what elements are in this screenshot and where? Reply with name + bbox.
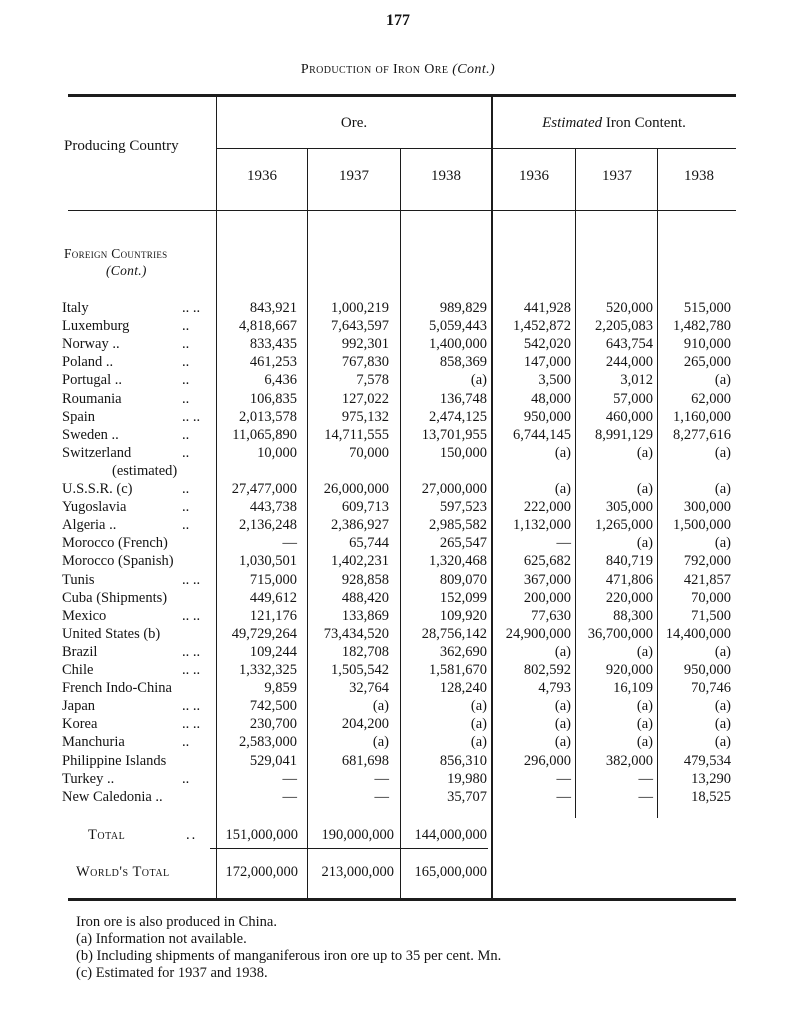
table-cell: 989,829 — [439, 300, 487, 316]
table-title-cont: (Cont.) — [452, 62, 496, 77]
table-cell: 520,000 — [605, 300, 653, 316]
table-cell: 6,436 — [264, 372, 297, 389]
table-cell: 109,244 — [249, 643, 297, 660]
country-name: Norway .. — [62, 336, 120, 353]
country-name: Switzerland — [62, 444, 132, 461]
leader-dots: .. — [182, 481, 190, 497]
table-cell: 2,386,927 — [331, 517, 389, 534]
table-cell: 220,000 — [605, 589, 653, 606]
table-row — [0, 409, 796, 426]
table-cell: 767,830 — [341, 354, 389, 371]
table-cell: 2,583,000 — [239, 734, 297, 751]
country-name: Morocco (Spanish) — [62, 553, 174, 570]
rule-top — [68, 94, 736, 97]
table-cell: 7,578 — [356, 372, 389, 389]
table-cell: 449,612 — [249, 589, 297, 606]
section-heading — [64, 245, 167, 279]
table-cell: 597,523 — [439, 499, 487, 516]
footnotes — [76, 914, 501, 982]
table-cell: 18,525 — [691, 788, 731, 805]
table-cell: (a) — [636, 535, 653, 552]
table-cell: 1,320,468 — [429, 553, 487, 570]
table-cell: 928,858 — [341, 571, 389, 588]
table-row — [0, 481, 796, 498]
table-cell: — — [638, 788, 653, 805]
table-cell: 19,980 — [447, 770, 487, 787]
table-cell: 2,474,125 — [429, 408, 487, 425]
country-name: Tunis — [62, 571, 95, 588]
table-cell: 742,500 — [249, 698, 297, 715]
leader-dots: .. .. — [182, 716, 201, 733]
country-name: U.S.S.R. (c) — [62, 481, 133, 497]
table-cell: 950,000 — [683, 662, 731, 678]
table-cell: (a) — [636, 444, 653, 461]
leader-dots: .. .. — [182, 698, 201, 715]
leader-dots: .. — [182, 372, 190, 389]
table-cell: 13,701,955 — [421, 426, 487, 443]
leader-dots: .. — [182, 734, 190, 751]
table-cell: 8,277,616 — [673, 426, 731, 443]
table-cell: 1,000,219 — [331, 300, 389, 316]
table-cell: 70,000 — [349, 444, 389, 461]
table-cell: 858,369 — [439, 354, 487, 371]
header-producing-country: Producing Country — [64, 138, 179, 154]
year-header: 1938 — [684, 168, 714, 184]
total-1937: 190,000,000 — [321, 827, 394, 843]
table-row — [0, 626, 796, 643]
country-name: Cuba (Shipments) — [62, 589, 168, 606]
table-cell: 300,000 — [683, 499, 731, 516]
rule-header-bottom — [68, 210, 736, 211]
world-total-1938: 165,000,000 — [414, 864, 487, 880]
country-name: Italy — [62, 300, 89, 316]
table-cell: 27,477,000 — [231, 481, 297, 497]
table-cell: 265,000 — [683, 354, 731, 371]
total-row — [0, 825, 796, 845]
table-cell: 128,240 — [439, 680, 487, 697]
country-name: Morocco (French) — [62, 535, 168, 552]
table-cell: 4,793 — [538, 680, 571, 697]
table-row — [0, 354, 796, 371]
table-cell: 542,020 — [523, 336, 571, 353]
leader-dots: .. — [182, 499, 190, 516]
table-cell: 136,748 — [439, 390, 487, 407]
table-cell: 461,253 — [249, 354, 297, 371]
table-cell: 1,265,000 — [595, 517, 653, 534]
table-cell: 10,000 — [257, 444, 297, 461]
table-row — [0, 372, 796, 389]
table-cell: 802,592 — [523, 662, 571, 678]
table-cell: 296,000 — [523, 752, 571, 769]
world-total-1936: 172,000,000 — [225, 864, 298, 880]
table-cell: 843,921 — [249, 300, 297, 316]
table-cell: (a) — [470, 372, 487, 389]
country-name: Luxemburg — [62, 318, 130, 335]
table-cell: 24,900,000 — [505, 625, 571, 642]
table-cell: (a) — [714, 444, 731, 461]
leader-dots: .. — [182, 517, 190, 534]
leader-dots: .. .. — [182, 607, 201, 624]
table-cell: 609,713 — [341, 499, 389, 516]
table-cell: 5,059,443 — [429, 318, 487, 335]
table-cell: 441,928 — [523, 300, 571, 316]
table-cell: 2,013,578 — [239, 408, 297, 425]
table-cell: 1,505,542 — [331, 662, 389, 678]
table-cell: 529,041 — [249, 752, 297, 769]
table-row — [0, 427, 796, 444]
table-cell: — — [282, 535, 297, 552]
country-name: United States (b) — [62, 625, 161, 642]
table-cell: (a) — [714, 481, 731, 497]
table-row — [0, 716, 796, 733]
table-cell: 9,859 — [264, 680, 297, 697]
table-cell: 222,000 — [523, 499, 571, 516]
header-iron-content-text: Iron Content. — [605, 115, 686, 131]
table-cell: 792,000 — [683, 553, 731, 570]
world-total-row — [0, 862, 796, 882]
table-cell: 479,534 — [683, 752, 731, 769]
table-cell: 460,000 — [605, 408, 653, 425]
table-cell: 11,065,890 — [232, 426, 297, 443]
table-cell: 992,301 — [341, 336, 389, 353]
table-cell: 1,132,000 — [513, 517, 571, 534]
footnote: (a) Information not available. — [76, 931, 247, 947]
section-sub: (Cont.) — [106, 263, 147, 278]
table-cell: 121,176 — [249, 607, 297, 624]
leader-dots: .. .. — [182, 300, 201, 316]
table-cell: 3,500 — [538, 372, 571, 389]
table-cell: 230,700 — [249, 716, 297, 733]
table-cell: (a) — [636, 481, 653, 497]
table-row — [0, 734, 796, 751]
table-cell: (a) — [636, 698, 653, 715]
table-cell: 70,000 — [691, 589, 731, 606]
table-cell: 62,000 — [691, 390, 731, 407]
world-total-label: World's Total — [76, 864, 170, 880]
table-cell: — — [556, 535, 571, 552]
total-label: Total — [88, 827, 126, 843]
header-estimated: Estimated — [542, 115, 603, 131]
table-cell: 182,708 — [341, 643, 389, 660]
table-cell: 32,764 — [349, 680, 389, 697]
leader-dots: .. — [182, 318, 190, 335]
table-cell: 6,744,145 — [513, 426, 571, 443]
table-row — [0, 753, 796, 770]
table-cell: 809,070 — [439, 571, 487, 588]
table-cell: 152,099 — [439, 589, 487, 606]
year-header: 1938 — [431, 168, 461, 184]
year-header: 1937 — [602, 168, 632, 184]
table-row — [0, 391, 796, 408]
table-cell: — — [638, 770, 653, 787]
table-cell: 48,000 — [531, 390, 571, 407]
table-cell: 856,310 — [439, 752, 487, 769]
table-cell: (a) — [714, 698, 731, 715]
country-name: Japan — [62, 698, 96, 715]
country-name: Chile — [62, 662, 94, 678]
table-cell: — — [556, 770, 571, 787]
leader-dots: .. .. — [182, 662, 201, 678]
table-row — [0, 445, 796, 462]
table-cell: 265,547 — [439, 535, 487, 552]
table-cell: 833,435 — [249, 336, 297, 353]
country-name: Turkey .. — [62, 770, 115, 787]
table-row — [0, 680, 796, 697]
table-cell: (a) — [636, 734, 653, 751]
header-ore: Ore. — [340, 115, 368, 131]
section-title: Foreign Countries — [64, 246, 168, 261]
table-row — [0, 789, 796, 806]
table-cell: 840,719 — [605, 553, 653, 570]
table-cell: (a) — [714, 734, 731, 751]
table-cell: 305,000 — [605, 499, 653, 516]
table-cell: 150,000 — [439, 444, 487, 461]
table-cell: 715,000 — [249, 571, 297, 588]
table-cell: 471,806 — [605, 571, 653, 588]
country-name: Korea — [62, 716, 98, 733]
table-cell: 8,991,129 — [595, 426, 653, 443]
table-cell: (a) — [554, 716, 571, 733]
table-cell: 7,643,597 — [331, 318, 389, 335]
table-cell: 16,109 — [613, 680, 653, 697]
country-name: Portugal .. — [62, 372, 123, 389]
table-cell: (a) — [714, 643, 731, 660]
table-row — [0, 318, 796, 335]
rule-bottom — [68, 898, 736, 901]
header-iron-content — [492, 115, 736, 132]
table-cell: 488,420 — [341, 589, 389, 606]
table-cell: (a) — [714, 372, 731, 389]
country-subtext: (estimated) — [112, 462, 178, 479]
table-cell: 1,482,780 — [673, 318, 731, 335]
table-row — [0, 535, 796, 552]
table-row — [0, 572, 796, 589]
table-cell: (a) — [714, 535, 731, 552]
country-name: Poland .. — [62, 354, 114, 371]
table-cell: 681,698 — [341, 752, 389, 769]
rule-group — [216, 148, 736, 149]
table-row — [0, 608, 796, 625]
table-cell: 88,300 — [613, 607, 653, 624]
table-cell: 2,205,083 — [595, 318, 653, 335]
table-cell: 443,738 — [249, 499, 297, 516]
table-cell: (a) — [554, 698, 571, 715]
leader-dots: .. — [182, 426, 190, 443]
table-cell: 49,729,264 — [231, 625, 297, 642]
table-cell: (a) — [554, 734, 571, 751]
country-name: Philippine Islands — [62, 752, 167, 769]
table-row — [0, 517, 796, 534]
table-cell: (a) — [554, 643, 571, 660]
table-cell: 1,030,501 — [239, 553, 297, 570]
table-row — [0, 336, 796, 353]
table-cell: 1,400,000 — [429, 336, 487, 353]
country-name: Roumania — [62, 390, 122, 407]
rule-total-sep — [210, 848, 488, 849]
country-name: Manchuria — [62, 734, 125, 751]
table-row — [0, 300, 796, 317]
table-cell: (a) — [636, 716, 653, 733]
country-name: Spain — [62, 408, 96, 425]
table-cell: 13,290 — [691, 770, 731, 787]
table-cell: 77,630 — [531, 607, 571, 624]
table-cell: 71,500 — [691, 607, 731, 624]
leader-dots: .. — [182, 390, 190, 407]
page-number: 177 — [386, 12, 410, 29]
table-cell: (a) — [714, 716, 731, 733]
table-cell: 65,744 — [349, 535, 389, 552]
leader-dots: .. — [182, 336, 190, 353]
table-cell: 1,500,000 — [673, 517, 731, 534]
table-cell: 515,000 — [683, 300, 731, 316]
country-name: French Indo-China — [62, 680, 172, 697]
table-cell: 382,000 — [605, 752, 653, 769]
table-cell: — — [374, 788, 389, 805]
table-cell: 421,857 — [683, 571, 731, 588]
leader-dots: .. — [182, 770, 190, 787]
country-name: New Caledonia .. — [62, 788, 163, 805]
table-cell: 147,000 — [523, 354, 571, 371]
leader-dots: .. .. — [182, 643, 201, 660]
table-cell: 14,711,555 — [324, 426, 389, 443]
table-cell: 204,200 — [341, 716, 389, 733]
table-cell: 2,985,582 — [429, 517, 487, 534]
table-cell: 35,707 — [447, 788, 487, 805]
table-row — [0, 771, 796, 788]
table-row — [0, 553, 796, 570]
leader-dots: .. .. — [182, 571, 201, 588]
table-cell: — — [556, 788, 571, 805]
footnote: (c) Estimated for 1937 and 1938. — [76, 965, 268, 981]
table-row — [0, 644, 796, 661]
table-cell: — — [374, 770, 389, 787]
year-header: 1937 — [339, 168, 369, 184]
table-title-text: Production of Iron Ore — [300, 62, 449, 77]
table-cell: (a) — [636, 643, 653, 660]
table-cell: — — [282, 770, 297, 787]
table-cell: 127,022 — [341, 390, 389, 407]
table-cell: 1,160,000 — [673, 408, 731, 425]
leader-dots: .. — [182, 354, 190, 371]
table-cell: 57,000 — [613, 390, 653, 407]
total-1938: 144,000,000 — [414, 827, 487, 843]
table-cell: 14,400,000 — [665, 625, 731, 642]
table-cell: 3,012 — [620, 372, 653, 389]
country-name: Brazil — [62, 643, 98, 660]
footnote: Iron ore is also produced in China. — [76, 914, 277, 930]
table-cell: (a) — [470, 734, 487, 751]
table-cell: 362,690 — [439, 643, 487, 660]
country-name: Algeria .. — [62, 517, 117, 534]
table-cell: 70,746 — [691, 680, 731, 697]
table-cell: (a) — [470, 698, 487, 715]
country-name: Yugoslavia — [62, 499, 127, 516]
table-row — [0, 590, 796, 607]
table-cell: 920,000 — [605, 662, 653, 678]
table-cell: (a) — [554, 444, 571, 461]
table-cell: — — [282, 788, 297, 805]
table-cell: 4,818,667 — [239, 318, 297, 335]
table-cell: 1,452,872 — [513, 318, 571, 335]
total-1936: 151,000,000 — [225, 827, 298, 843]
table-cell: 200,000 — [523, 589, 571, 606]
table-title — [0, 62, 796, 78]
table-cell: 36,700,000 — [587, 625, 653, 642]
table-cell: (a) — [372, 698, 389, 715]
table-cell: 975,132 — [341, 408, 389, 425]
world-total-1937: 213,000,000 — [321, 864, 394, 880]
table-row — [0, 662, 796, 679]
country-name: Sweden .. — [62, 426, 119, 443]
country-name: Mexico — [62, 607, 107, 624]
table-cell: 367,000 — [523, 571, 571, 588]
table-cell: 625,682 — [523, 553, 571, 570]
table-cell: 27,000,000 — [421, 481, 487, 497]
table-cell: 643,754 — [605, 336, 653, 353]
table-cell: 1,581,670 — [429, 662, 487, 678]
table-cell: (a) — [554, 481, 571, 497]
year-header: 1936 — [247, 168, 277, 184]
table-row — [0, 499, 796, 516]
total-dots: .. — [186, 827, 198, 843]
table-row — [0, 698, 796, 715]
table-cell: 2,136,248 — [239, 517, 297, 534]
table-cell: (a) — [470, 716, 487, 733]
leader-dots: .. — [182, 444, 190, 461]
year-header: 1936 — [519, 168, 549, 184]
table-cell: 1,402,231 — [331, 553, 389, 570]
table-cell: 950,000 — [523, 408, 571, 425]
table-cell: 244,000 — [605, 354, 653, 371]
table-cell: 910,000 — [683, 336, 731, 353]
table-cell: (a) — [372, 734, 389, 751]
table-cell: 26,000,000 — [323, 481, 389, 497]
table-cell: 28,756,142 — [421, 625, 487, 642]
table-cell: 109,920 — [439, 607, 487, 624]
table-cell: 73,434,520 — [323, 625, 389, 642]
table-cell: 1,332,325 — [239, 662, 297, 678]
footnote: (b) Including shipments of manganiferous iron ore up to 35 per cent. Mn. — [76, 948, 502, 964]
table-cell: 133,869 — [341, 607, 389, 624]
table-cell: 106,835 — [249, 390, 297, 407]
leader-dots: .. .. — [182, 408, 201, 425]
